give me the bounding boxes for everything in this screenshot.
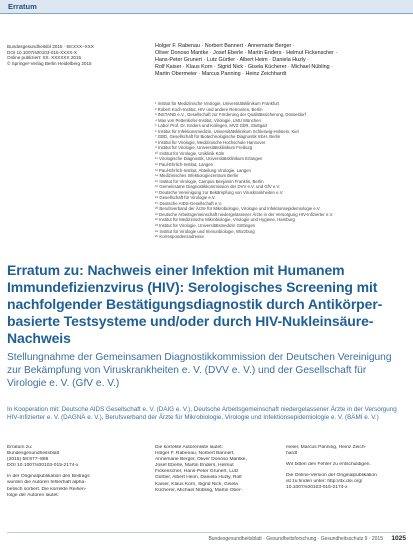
body-column-right	[286, 445, 406, 492]
body-line: Die korrekte Autorenliste lautet:	[155, 445, 223, 450]
affiliation-line: ²⁵ Korrespondenzadresse	[155, 234, 204, 240]
affiliation-line: ²⁴ Institut für Virologie und Immunbiologie, Würzburg	[155, 228, 255, 234]
body-line: wurden die Autoren fehlerhaft alpha-	[7, 480, 86, 486]
body-line: Kaiser, Klaus Korn, Sigrid Nick, Gisela	[155, 481, 238, 487]
affiliation-line: ¹⁵ Institut für Virologie, Campus Benjamin Franklin, Berlin	[155, 178, 264, 184]
affiliation-line: ¹⁸ Gesellschaft für Virologie e.V.	[155, 195, 216, 201]
author-line: Hans-Peter Grunert · Lutz Gürtler · Albert Heim · Daniela Huzly ·	[155, 56, 309, 63]
page-number: 1025	[391, 535, 406, 542]
affiliation-line: ⁴ Max von Pettenkofer-Institut, Virologie, LMU München	[155, 117, 261, 123]
body-line: Holger F. Rabenau, Norbert Bannert,	[155, 451, 235, 457]
body-column-left	[7, 445, 125, 499]
body-line: hardt	[286, 451, 298, 457]
affiliation-line: ¹³ Paul-Ehrlich-Institut, Abteilung Virologie, Langen	[155, 167, 251, 173]
meta-line: DOI 10.1007/s00103-015-XXXX-X	[7, 49, 77, 55]
body-line: (2015) 58:877–886	[7, 457, 49, 463]
affiliation-line: ⁶ Institut für Infektionsmedizin, Universitätsklinikum Schleswig-Holstein, Kiel	[155, 128, 299, 134]
affiliation-line: ⁸ Institut für Virologie, Medizinische Hochschule Hannover	[155, 139, 266, 145]
top-bar	[0, 0, 413, 14]
meta-line: Online publiziert: XX. XXXXXX 2015	[7, 55, 82, 61]
affiliation-line: ¹⁷ Deutsche Vereinigung zur Bekämpfung von Viruskrankheiten e.V.	[155, 189, 284, 195]
affiliation-line: ¹⁴ Medizinisches Infektiologiezentrum Berlin	[155, 173, 239, 179]
affiliation-line: ⁷ GBD, Gesellschaft für Biotechnologische Diagnostik mbH, Berlin	[155, 134, 281, 140]
affiliation-line: ²³ Institut für Virologie, Universitätsmedizin Göttingen	[155, 223, 256, 229]
article-subtitle: Stellungnahme der Gemeinsamen Diagnostikkommission der Deutschen Vereinigung zur Bekämpfung von Viruskrankheiten e. V. (DVV e. V.) und der Gesellschaft für Virologie e. V. (GfV e. V.)	[7, 352, 392, 389]
affiliation-line: ² Robert Koch-Institut, HIV und andere Retroviren, Berlin	[155, 106, 263, 112]
article-metadata	[7, 44, 135, 66]
affiliation-line: ¹⁰ Institut für Virologie, Uniklinik Köln	[155, 150, 225, 156]
author-line: Oliver Donoso Mantke · Josef Eberle · Martin Enders · Helmut Fickenscher ·	[155, 49, 338, 56]
running-footer: Bundesgesundheitsblatt · Gesundheitsforschung · Gesundheitsschutz 9 · 2015	[208, 536, 383, 542]
affiliation-line: ⁵ Labor Prof. Dr. Enders und Kollegen, MVZ GbR, Stuttgart	[155, 123, 268, 129]
meta-line: Bundesgesundheitsbl 2015 · 58:XXX–XXX	[7, 44, 94, 49]
author-line: Holger F. Rabenau · Norbert Bannert · Annemarie Berger ·	[155, 43, 295, 49]
affiliation-line: ⁹ Institut für Virologie, Universitätsklinikum Freiburg	[155, 145, 253, 151]
affiliation-line: ²⁰ Berufsverband der Ärzte für Mikrobiologie, Virologie und Infektionsepidemiologie e.V.	[155, 206, 321, 212]
footer-rule	[7, 532, 406, 533]
body-line: folge der Autoren lautet:	[7, 492, 59, 498]
author-line: Rolf Kaiser · Klaus Korn · Sigrid Nick · Gisela Kücherer · Michael Nübling ·	[155, 63, 333, 70]
affiliation-line: ¹¹ Virologische Diagnostik, Universitätsklinikum Erlangen	[155, 156, 263, 162]
affiliation-line: ¹⁹ Deutsche AIDS-Gesellschaft e.V.	[155, 200, 223, 206]
body-line: DOI 10.1007/s00103-015-2174-x	[7, 463, 79, 469]
section-label: Erratum	[8, 2, 37, 11]
affiliation-list	[155, 101, 407, 240]
body-line: Bundesgesundheitsblatt	[7, 451, 60, 457]
author-line: Martin Obermeier · Marcus Panning · Heinz Zeichhardt	[155, 70, 287, 77]
author-list	[155, 43, 407, 78]
body-line: Kücherer, Michael Nübling, Martin Ober-	[155, 487, 243, 493]
affiliation-line: ²² Institut für Medizinische Mikrobiologie, Virologie und Hygiene, Hamburg	[155, 217, 295, 223]
body-line: Gürtler, Albert Heim, Daniela Huzly, Rolf	[155, 475, 242, 481]
affiliation-line: ²¹ Deutsche Arbeitsgemeinschaft niedergelassener Ärzte in der Versorgung HIV-Infizierter e.V.	[155, 211, 334, 217]
body-line: Erratum zu:	[7, 445, 33, 450]
top-bar-rule	[0, 13, 413, 14]
cooperation-note: In Kooperation mit: Deutsche AIDS Gesellschaft e. V. (DAIG e. V.), Deutsche Arbeitsgemeinschaft niedergelassener Ärzte in der Versorgung HIV-Infizierter e. V. (DAGNÄ e. V.), Berufsverband der Ärzte für Mikrobiologie, Virologie und Infektionsepidemiologie e. V. (BÄMI e. V.)	[7, 406, 397, 422]
affiliation-line: ³ INSTAND e.V., Gesellschaft zur Förderung der Qualitätssicherung, Düsseldorf	[155, 112, 306, 118]
article-title: Erratum zu: Nachweis einer Infektion mit Humanem Immundefizienzvirus (HIV): Serologisches Screening mit nachfolgender Bestätigungsdiagnostik durch Antikörper-basierte Testsysteme und/oder durch HIV-Nukleinsäure-Nachweis	[7, 262, 383, 346]
body-line: 10.1007/s00103-015-2174-x	[286, 485, 348, 491]
body-line: meier, Marcus Panning, Heinz Zeich-	[286, 445, 367, 450]
body-line: Fickenscher, Hans-Peter Grunert, Lutz	[155, 469, 239, 475]
affiliation-line: ¹² Paul-Ehrlich-Institut, Langen	[155, 162, 214, 168]
body-line: Die Online-Version der Originalpublikation	[286, 473, 377, 479]
body-column-middle	[155, 445, 270, 494]
affiliation-line: ¹ Institut für Medizinische Virologie, Universitätsklinikum Frankfurt	[155, 101, 280, 106]
body-line: betisch sortiert. Die korrekte Reihen-	[7, 486, 87, 492]
affiliation-line: ¹⁶ Gemeinsame Diagnostikkommission der DVV e.V. und GfV e.V.	[155, 184, 281, 190]
meta-line: © Springer-Verlag Berlin Heidelberg 2015	[7, 60, 92, 66]
body-line: In der Originalpublikation des Beitrags	[7, 474, 90, 480]
body-line: Wir bitten den Fehler zu entschuldigen.	[286, 462, 371, 468]
body-line: Annemarie Berger, Oliver Donoso Mantke,	[155, 457, 247, 463]
body-line: Josef Eberle, Martin Enders, Helmut	[155, 463, 234, 469]
body-line: ist zu finden unter: http://dx.doi.org/	[286, 479, 363, 485]
